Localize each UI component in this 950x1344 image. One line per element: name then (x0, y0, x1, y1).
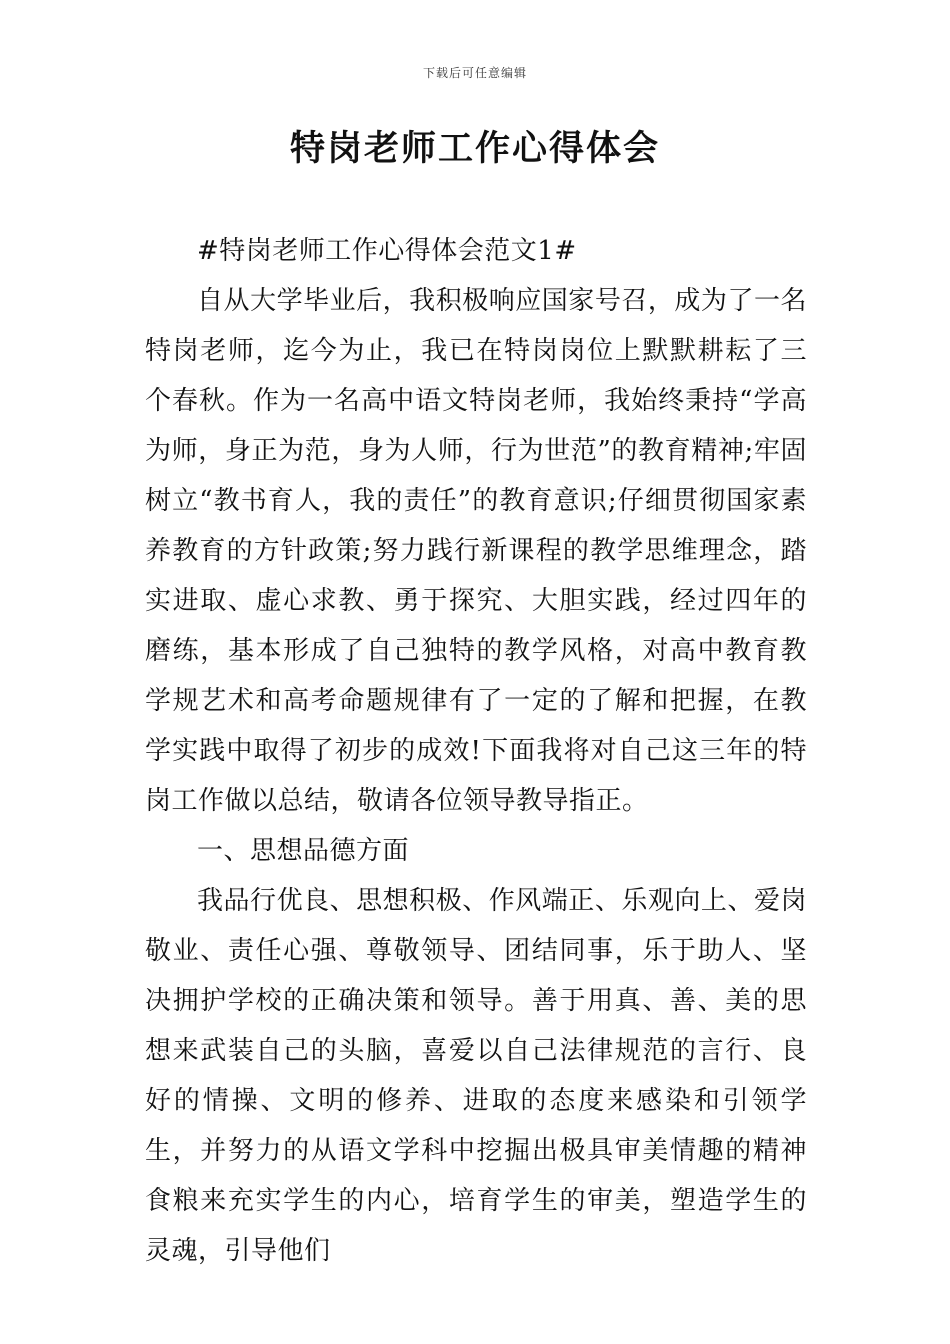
paragraph-section-1: 我品行优良、思想积极、作风端正、乐观向上、爱岗敬业、责任心强、尊敬领导、团结同事，乐于助人、坚决拥护学校的正确决策和领导。善于用真、善、美的思想来武装自己的头脑，喜爱以自己法律规范的言行、良好的情操、文明的修养、进取的态度来感染和引领学生，并努力的从语文学科中挖掘出极具审美情趣的精神食粮来充实学生的内心，培育学生的审美，塑造学生的灵魂，引导他们 (145, 886, 807, 1266)
document-body (145, 226, 807, 1276)
document-title: 特岗老师工作心得体会 (289, 128, 660, 169)
section-heading: 一、思想品德方面 (197, 836, 410, 866)
paragraph-intro: 自从大学毕业后，我积极响应国家号召，成为了一名特岗老师，迄今为止，我已在特岗岗位上默默耕耘了三个春秋。作为一名高中语文特岗老师，我始终秉持“学高为师，身正为范，身为人师，行为世范”的教育精神;牢固树立“教书育人，我的责任”的教育意识;仔细贯彻国家素养教育的方针政策;努力践行新课程的教学思维理念，踏实进取、虚心求教、勇于探究、大胆实践，经过四年的磨练，基本形成了自己独特的教学风格，对高中教育教学规艺术和高考命题规律有了一定的了解和把握，在教学实践中取得了初步的成效!下面我将对自己这三年的特岗工作做以总结，敬请各位领导教导指正。 (145, 286, 807, 816)
paragraph-subtitle: #特岗老师工作心得体会范文1# (197, 236, 577, 266)
header-note: 下载后可任意编辑 (422, 66, 527, 80)
